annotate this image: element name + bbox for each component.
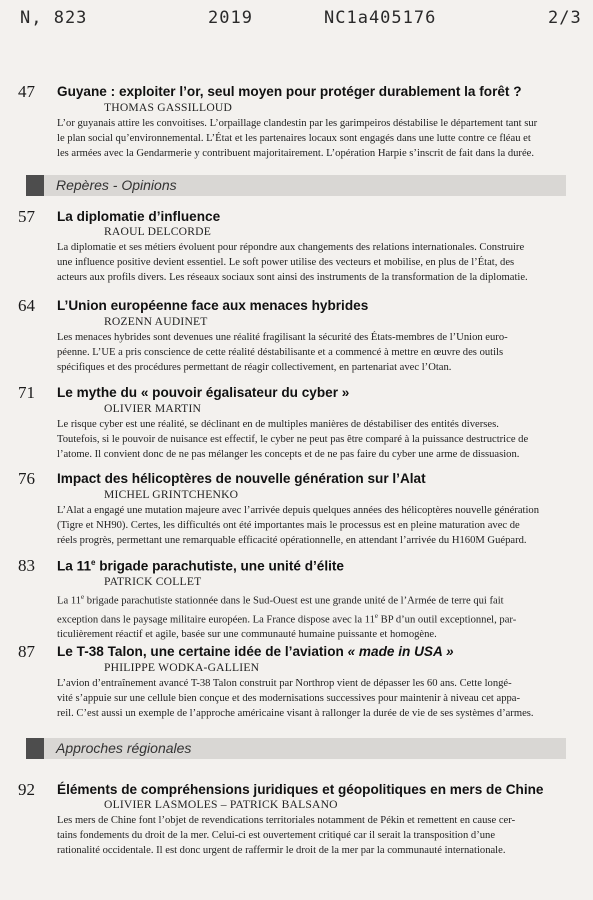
article-author: THOMAS GASSILLOUD — [104, 101, 233, 114]
abstract-line: (Tigre et NH90). Certes, les difficultés ont été importantes mais le processus est en pleine maturation avec de — [57, 520, 520, 531]
section-marker — [26, 738, 44, 759]
handwritten-page-fraction: 2/3 — [548, 8, 582, 28]
article-title: Éléments de compréhensions juridiques et géopolitiques en mers de Chine — [57, 782, 544, 797]
page-number: 47 — [18, 82, 35, 101]
section-label: Approches régionales — [56, 740, 192, 756]
article-author: MICHEL GRINTCHENKO — [104, 488, 239, 501]
article-title: Le T-38 Talon, une certaine idée de l’aviation « made in USA » — [57, 644, 454, 659]
section-label: Repères - Opinions — [56, 177, 177, 193]
abstract-line: ticulièrement réactif et agile, basée sur une communauté humaine puissante et homogène. — [57, 629, 437, 641]
abstract-line: l’atome. Il convient donc de ne pas mélanger les concepts et de ne pas faire du cyber une arme de dissuasion. — [57, 449, 520, 460]
abstract-line: péenne. L’UE a pris conscience de cette réalité déstabilisante et a commencé à mettre en œuvre des outils — [57, 347, 504, 358]
article-author: PATRICK COLLET — [104, 575, 202, 588]
section-header — [26, 175, 566, 196]
article-title: Impact des hélicoptères de nouvelle génération sur l’Alat — [57, 471, 426, 486]
abstract-line: Le risque cyber est une réalité, se déclinant en de multiples manières de déstabiliser des entités diverses. — [57, 419, 499, 430]
abstract-line: rationalité occidentale. Il est donc urgent de raffermir le droit de la mer par la communauté internationale. — [57, 845, 506, 856]
page-number: 76 — [18, 469, 35, 488]
article-author: PHILIPPE WODKA-GALLIEN — [104, 661, 260, 674]
abstract-line: reil. C’est aussi un exemple de l’approche américaine visant à rallonger la durée de vie de ses systèmes d’armes. — [57, 708, 534, 719]
handwritten-code: NC1a405176 — [324, 8, 437, 28]
handwritten-year: 2019 — [208, 8, 253, 28]
abstract-line: spécifiques et des procédures permettant de réagir collectivement, en partenariat avec l’Otan. — [57, 362, 452, 373]
abstract-line: Les menaces hybrides sont devenues une réalité fragilisant la sécurité des États-membres de l’Union euro- — [57, 332, 508, 343]
article-title: La 11e brigade parachutiste, une unité d’élite — [57, 558, 344, 574]
page-number: 57 — [18, 207, 35, 226]
section-marker — [26, 175, 44, 196]
article-abstract — [57, 116, 563, 161]
article-abstract — [57, 417, 563, 462]
article-title: Le mythe du « pouvoir égalisateur du cyber » — [57, 385, 350, 400]
page-number: 64 — [18, 296, 35, 315]
page-number: 92 — [18, 780, 35, 799]
article-author: ROZENN AUDINET — [104, 315, 208, 328]
article-title: Guyane : exploiter l’or, seul moyen pour protéger durablement la forêt ? — [57, 84, 522, 99]
abstract-line: L’avion d’entraînement avancé T-38 Talon construit par Northrop vient de dépasser les 60 ans. Cette longé- — [57, 678, 512, 689]
article-author: OLIVIER LASMOLES – PATRICK BALSANO — [104, 798, 338, 811]
abstract-line: L’Alat a engagé une mutation majeure avec l’arrivée depuis quelques années des hélicoptères nouvelle génération — [57, 505, 540, 516]
abstract-line: une influence positive devient essentiel. Le soft power utilise des vecteurs et mobilise, en plus de l’État, des — [57, 257, 515, 268]
abstract-line: Toutefois, si le pouvoir de nuisance est effectif, le cyber ne peut pas être comparé à la puissance destructrice de — [57, 434, 529, 445]
abstract-line: tains fondements du droit de la mer. Celui-ci est ouvertement critiqué car il serait la transposition d’une — [57, 830, 496, 841]
section-header — [26, 738, 566, 759]
abstract-line: Les mers de Chine font l’objet de revendications territoriales notamment de Pékin et remettent en cause cer- — [57, 815, 516, 826]
abstract-line: acteurs aux profils divers. Les réseaux sociaux sont ainsi des instruments de la transformation de la diplomatie. — [57, 272, 528, 283]
article-author: OLIVIER MARTIN — [104, 402, 202, 415]
abstract-line: La diplomatie et ses métiers évoluent pour répondre aux changements des relations internationales. Construire — [57, 242, 525, 253]
article-title: La diplomatie d’influence — [57, 209, 221, 224]
article-title: L’Union européenne face aux menaces hybrides — [57, 298, 369, 313]
article-author: RAOUL DELCORDE — [104, 225, 212, 238]
article-abstract — [57, 590, 563, 642]
article-abstract — [57, 503, 563, 548]
abstract-line: réels progrès, permettant une remarquable efficacité opérationnelle, en attendant l’arrivée du H160M Guépard. — [57, 535, 527, 546]
abstract-line: vité s’appuie sur une cellule bien conçue et des modernisations successives pour maintenir à niveau cet appa- — [57, 693, 521, 704]
article-abstract — [57, 676, 563, 721]
abstract-line: les armées avec la Gendarmerie y contribuent majoritairement. L’opération Harpie s’inscrit de fait dans la durée. — [57, 148, 535, 159]
handwritten-ref-number: N, 823 — [20, 8, 88, 28]
abstract-line: le plan social qu’environnemental. L’État et les partenaires locaux sont engagés dans une lutte contre ce fléau et — [57, 133, 531, 144]
abstract-line: La 11e brigade parachutiste stationnée dans le Sud-Ouest est une grande unité de l’Armée de terre qui fait — [57, 593, 504, 607]
page-number: 71 — [18, 383, 35, 402]
abstract-line: exception dans le paysage militaire européen. La France dispose avec la 11e BP d’un outil exceptionnel, par- — [57, 611, 517, 626]
article-abstract — [57, 813, 563, 858]
article-abstract — [57, 240, 563, 285]
page-number: 83 — [18, 556, 35, 575]
abstract-line: L’or guyanais attire les convoitises. L’orpaillage clandestin par les garimpeiros déstabilise le département tant sur — [57, 118, 538, 129]
article-abstract — [57, 330, 563, 375]
page-number: 87 — [18, 642, 35, 661]
